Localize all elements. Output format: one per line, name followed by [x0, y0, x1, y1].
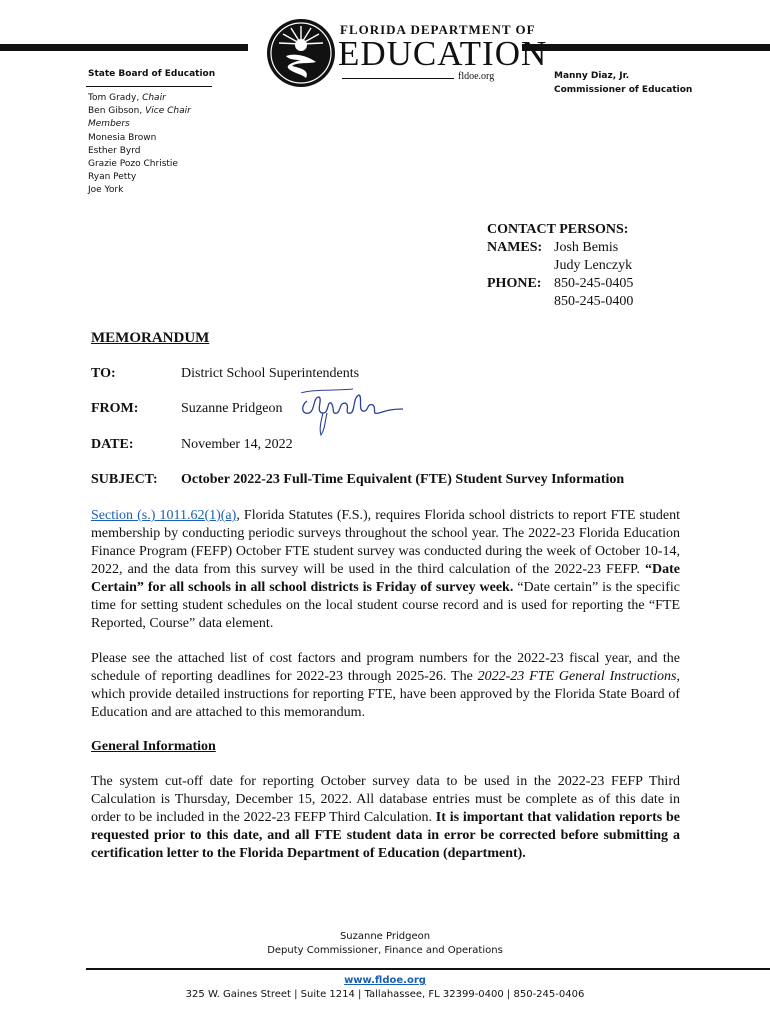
- footer-website-link[interactable]: www.fldoe.org: [344, 975, 426, 986]
- logo-underline: [342, 78, 454, 79]
- logo-education-text: EDUCATION: [338, 34, 548, 73]
- board-members-heading: Members: [88, 119, 130, 130]
- paragraph-attachments: [91, 650, 680, 722]
- board-member: Ryan Petty: [88, 172, 137, 183]
- board-title: State Board of Education: [88, 69, 216, 79]
- board-member: Grazie Pozo Christie: [88, 159, 178, 170]
- paragraph-italic-text: 2022-23 FTE General Instructions: [477, 669, 677, 684]
- contact-name: Josh Bemis: [554, 240, 619, 255]
- commissioner-block: [554, 69, 692, 97]
- footer-address: 325 W. Gaines Street | Suite 1214 | Tallahassee, FL 32399-0400 | 850-245-0406: [185, 989, 585, 1000]
- memo-subject-value: October 2022-23 Full-Time Equivalent (FTE) Student Survey Information: [181, 472, 625, 487]
- contact-heading: CONTACT PERSONS:: [487, 222, 629, 237]
- paragraph-text: , which provide detailed instructions for reporting FTE, have been approved by the Florida State Board of Education and are attached to this memorandum.: [91, 669, 680, 720]
- board-members-list: [88, 92, 191, 198]
- board-member: Joe York: [88, 185, 124, 196]
- paragraph-bold-text: It is important that validation reports be requested prior to this date, and all FTE student data in error be corrected before submitting a certification letter to the Florida Department of Education (department).: [91, 810, 680, 861]
- commissioner-name: Manny Diaz, Jr.: [554, 71, 630, 81]
- paragraph-cutoff: [91, 773, 680, 863]
- memo-to-label: TO:: [91, 366, 116, 381]
- memorandum-title: MEMORANDUM: [91, 330, 210, 346]
- commissioner-title: Commissioner of Education: [554, 85, 693, 95]
- paragraph-bold-text: “Date Certain” for all schools in all school districts is Friday of survey week.: [91, 562, 680, 595]
- board-member: Tom Grady, Chair: [88, 93, 166, 103]
- contact-names-label: NAMES:: [487, 240, 543, 255]
- memo-subject-label: SUBJECT:: [91, 472, 158, 487]
- board-member: Monesia Brown: [88, 132, 157, 143]
- footer-title: Deputy Commissioner, Finance and Operations: [267, 945, 503, 956]
- footer-rule: [86, 968, 770, 970]
- contact-phone: 850-245-0405: [554, 276, 634, 291]
- paragraph-text: The system cut-off date for reporting October survey data to be used in the 2022-23 FEFP Third Calculation is Thursday, December 15, 2022. All database entries must be complete as of this date in order to be included in the 2022-23 FEFP Third Calculation.: [91, 774, 680, 825]
- contact-phone-label: PHONE:: [487, 276, 542, 291]
- general-information-heading: General Information: [91, 739, 216, 754]
- statute-link[interactable]: Section (s.) 1011.62(1)(a): [91, 508, 237, 523]
- memo-date-value: November 14, 2022: [181, 437, 293, 452]
- paragraph-text: , Florida Statutes (F.S.), requires Florida school districts to report FTE student membership by conducting periodic surveys throughout the school year. The 2022-23 Florida Education Finance Program (FEFP) October FTE student survey was conducted during the week of October 10-14, 2022, and the data from this survey will be used in the third calculation of the 2022-23 FEFP.: [91, 508, 680, 577]
- board-member: Esther Byrd: [88, 145, 141, 156]
- paragraph-text: “Date certain” is the specific time for setting student schedules on the local student course record and is used for reporting the “FTE Reported, Course” data element.: [91, 580, 680, 631]
- fldoe-logo: [266, 18, 548, 90]
- signature-image: [295, 383, 405, 438]
- paragraph-statute: [91, 507, 680, 633]
- contact-phone: 850-245-0400: [554, 294, 634, 309]
- fldoe-seal-icon: [266, 18, 336, 88]
- header-rule-left: [0, 44, 248, 51]
- board-member: Ben Gibson, Vice Chair: [88, 106, 191, 117]
- memo-from-value: Suzanne Pridgeon: [181, 401, 283, 416]
- logo-website-text: fldoe.org: [458, 71, 495, 82]
- memo-date-label: DATE:: [91, 437, 134, 452]
- footer-name: Suzanne Pridgeon: [339, 931, 431, 942]
- memo-to-value: District School Superintendents: [181, 366, 360, 381]
- contact-name: Judy Lenczyk: [554, 258, 633, 273]
- logo-department-text: FLORIDA DEPARTMENT OF: [340, 22, 536, 37]
- contact-persons-block: [487, 221, 633, 311]
- header-rule-right: [522, 44, 770, 51]
- memo-from-label: FROM:: [91, 401, 139, 416]
- paragraph-text: Please see the attached list of cost factors and program numbers for the 2022-23 fiscal year, and the schedule of reporting deadlines for 2022-23 through 2025-26. The: [91, 651, 680, 684]
- board-rule: [86, 86, 212, 87]
